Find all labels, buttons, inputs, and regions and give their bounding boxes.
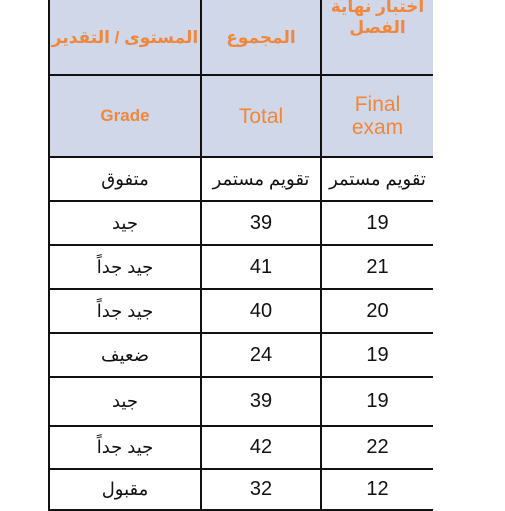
table-row <box>49 377 433 426</box>
header-row-arabic <box>49 0 433 75</box>
final-cell: 19 <box>321 377 433 426</box>
grade-header-ar: المستوى / التقدير <box>51 27 199 47</box>
total-cell: 39 <box>201 201 321 245</box>
final-cell: 19 <box>321 201 433 245</box>
header-row-english <box>49 75 433 157</box>
grades-table <box>48 0 433 511</box>
grade-header-en-cell <box>49 75 201 157</box>
grade-cell: متفوق <box>49 157 201 201</box>
table-row <box>49 333 433 377</box>
grade-cell: جيد جداً <box>49 245 201 289</box>
grade-cell: جيد <box>49 201 201 245</box>
grade-header-en: Grade <box>100 106 150 125</box>
grade-cell: جيد جداً <box>49 289 201 333</box>
grade-cell: مقبول <box>49 469 201 510</box>
total-cell: 39 <box>201 377 321 426</box>
final-cell: 20 <box>321 289 433 333</box>
total-cell: 32 <box>201 469 321 510</box>
total-header-en-cell <box>201 75 321 157</box>
final-header-en-cell <box>321 75 433 157</box>
table-row <box>49 426 433 469</box>
total-cell: 41 <box>201 245 321 289</box>
total-header-ar: المجموع <box>226 27 296 47</box>
table-row <box>49 469 433 510</box>
final-cell: 21 <box>321 245 433 289</box>
table-row <box>49 289 433 333</box>
total-header-en: Total <box>238 104 284 128</box>
final-cell: 12 <box>321 469 433 510</box>
table-row <box>49 201 433 245</box>
total-cell: 42 <box>201 426 321 469</box>
total-cell: تقويم مستمر <box>201 157 321 201</box>
total-cell: 24 <box>201 333 321 377</box>
total-header-ar-cell <box>201 0 321 75</box>
grade-cell: ضعيف <box>49 333 201 377</box>
table-row <box>49 245 433 289</box>
grade-header-ar-cell <box>49 0 201 75</box>
final-cell: 22 <box>321 426 433 469</box>
final-header-en: Final exam <box>351 93 404 139</box>
grade-cell: جيد جداً <box>49 426 201 469</box>
total-cell: 40 <box>201 289 321 333</box>
table-row <box>49 157 433 201</box>
final-header-ar-cell <box>321 0 433 75</box>
grade-cell: جيد <box>49 377 201 426</box>
final-cell: 19 <box>321 333 433 377</box>
final-cell: تقويم مستمر <box>321 157 433 201</box>
final-header-ar: اختبار نهاية الفصل <box>330 0 425 37</box>
